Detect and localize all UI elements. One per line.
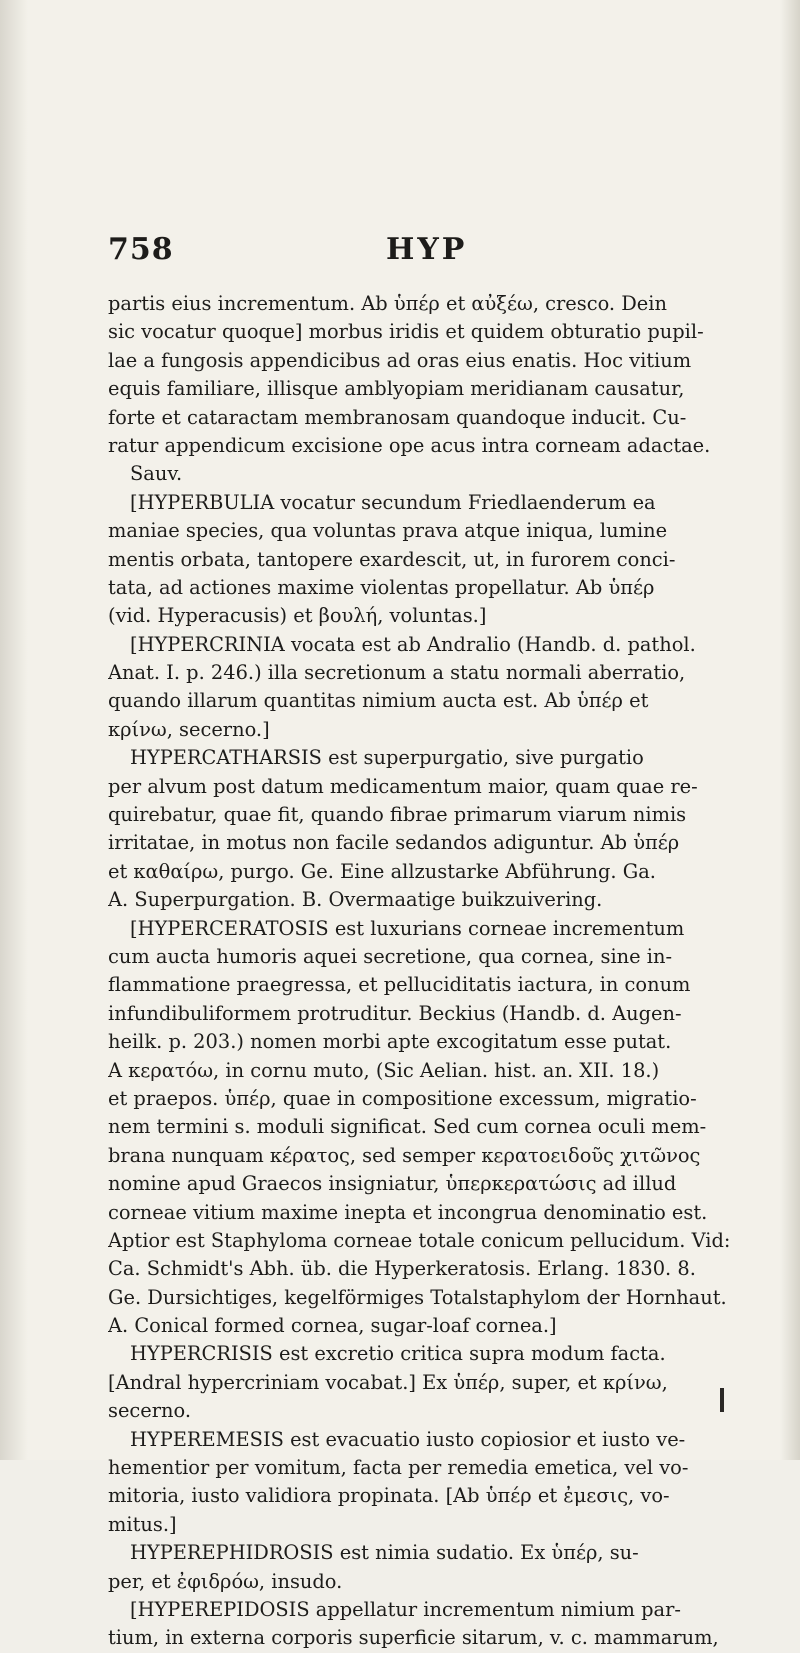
text-line: irritatae, in motus non facile sedandos adiguntur. Ab ὑπέρ bbox=[108, 831, 680, 855]
text-line: per, et ἐφιδρόω, insudo. bbox=[108, 1569, 343, 1593]
page-number: 758 bbox=[108, 232, 174, 267]
text-line: Ca. Schmidt's Abh. üb. die Hyperkeratosis. Erlang. 1830. 8. bbox=[108, 1257, 696, 1281]
text-line: Aptior est Staphyloma corneae totale conicum pellucidum. Vid: bbox=[108, 1228, 731, 1252]
text-line: et praepos. ὑπέρ, quae in compositione excessum, migratio- bbox=[108, 1086, 697, 1110]
entry-hypercatharsis: HYPERCATHARSIS est superpurgatio, sive purgatio bbox=[130, 746, 644, 770]
text-line: A κερατόω, in cornu muto, (Sic Aelian. hist. an. XII. 18.) bbox=[108, 1058, 660, 1082]
page-header bbox=[108, 232, 748, 282]
text-line: equis familiare, illisque amblyopiam meridianam causatur, bbox=[108, 377, 685, 401]
text-line: et καθαίρω, purgo. Ge. Eine allzustarke Abführung. Ga. bbox=[108, 859, 656, 883]
text-line: brana nunquam κέρατος, sed semper κερατοειδοῦς χιτῶνος bbox=[108, 1143, 701, 1167]
entry-hypercrinia: [HYPERCRINIA vocata est ab Andralio (Handb. d. pathol. bbox=[130, 632, 696, 656]
entry-hypercrisis: HYPERCRISIS est excretio critica supra modum facta. bbox=[130, 1342, 666, 1366]
text-line: quirebatur, quae fit, quando fibrae primarum viarum nimis bbox=[108, 803, 687, 827]
entry-hyperceratosis: [HYPERCERATOSIS est luxurians corneae incrementum bbox=[130, 916, 685, 940]
text-line: nem termini s. moduli significat. Sed cum cornea oculi mem- bbox=[108, 1115, 707, 1139]
text-line: mitoria, iusto validiora propinata. [Ab ὑπέρ et ἐμεσις, vo- bbox=[108, 1484, 670, 1508]
entry-hyperepidosis: [HYPEREPIDOSIS appellatur incrementum nimium par- bbox=[130, 1597, 681, 1621]
text-line: mentis orbata, tantopere exardescit, ut, in furorem conci- bbox=[108, 547, 676, 571]
running-head: HYP bbox=[386, 232, 468, 267]
dictionary-text bbox=[108, 290, 780, 1653]
text-line: A. Superpurgation. B. Overmaatige buikzuivering. bbox=[108, 888, 603, 912]
text-line: Anat. I. p. 246.) illa secretionum a statu normali aberratio, bbox=[108, 661, 686, 685]
text-line: Sauv. bbox=[130, 462, 183, 486]
text-line: mitus.] bbox=[108, 1512, 177, 1536]
text-line: lae a fungosis appendicibus ad oras eius enatis. Hoc vitium bbox=[108, 348, 692, 372]
entry-hyperemesis: HYPEREMESIS est evacuatio iusto copiosior et iusto ve- bbox=[130, 1427, 686, 1451]
text-line: tium, in externa corporis superficie sitarum, v. c. mammarum, bbox=[108, 1626, 719, 1650]
text-line: heilk. p. 203.) nomen morbi apte excogitatum esse putat. bbox=[108, 1030, 672, 1054]
text-line: per alvum post datum medicamentum maior, quam quae re- bbox=[108, 774, 698, 798]
text-line: forte et cataractam membranosam quandoque inducit. Cu- bbox=[108, 405, 687, 429]
text-line: κρίνω, secerno.] bbox=[108, 717, 270, 741]
text-line: [Andral hypercriniam vocabat.] Ex ὑπέρ, super, et κρίνω, bbox=[108, 1370, 668, 1394]
page-edge-shadow bbox=[780, 0, 800, 1460]
text-line: quando illarum quantitas nimium aucta est. Ab ὑπέρ et bbox=[108, 689, 649, 713]
text-line: (vid. Hyperacusis) et βουλή, voluntas.] bbox=[108, 604, 487, 628]
text-line: Ge. Dursichtiges, kegelförmiges Totalstaphylom der Hornhaut. bbox=[108, 1285, 727, 1309]
text-line: cum aucta humoris aquei secretione, qua cornea, sine in- bbox=[108, 944, 673, 968]
text-line: secerno. bbox=[108, 1399, 192, 1423]
text-line: partis eius incrementum. Ab ὑπέρ et αὐξέω, cresco. Dein bbox=[108, 292, 667, 315]
text-line: nomine apud Graecos insigniatur, ὑπερκερατώσις ad illud bbox=[108, 1172, 677, 1196]
text-line: flammatione praegressa, et pelluciditatis iactura, in conum bbox=[108, 973, 691, 997]
text-line: A. Conical formed cornea, sugar-loaf cornea.] bbox=[108, 1314, 557, 1338]
text-line: sic vocatur quoque] morbus iridis et quidem obturatio pupil- bbox=[108, 320, 704, 344]
text-line: corneae vitium maxime inepta et incongrua denominatio est. bbox=[108, 1200, 708, 1224]
text-line: hementior per vomitum, facta per remedia emetica, vel vo- bbox=[108, 1456, 689, 1480]
entry-hyperbulia: [HYPERBULIA vocatur secundum Friedlaenderum ea bbox=[130, 490, 656, 514]
text-line: maniae species, qua voluntas prava atque iniqua, lumine bbox=[108, 519, 668, 543]
text-line: infundibuliformem protruditur. Beckius (Handb. d. Augen- bbox=[108, 1001, 682, 1025]
entry-hyperephidrosis: HYPEREPHIDROSIS est nimia sudatio. Ex ὑπέρ, su- bbox=[130, 1541, 639, 1565]
print-mark bbox=[720, 1388, 724, 1412]
text-line: tata, ad actiones maxime violentas propellatur. Ab ὑπέρ bbox=[108, 575, 655, 599]
text-line: ratur appendicum excisione ope acus intra corneam adactae. bbox=[108, 433, 711, 457]
page-gutter-shadow bbox=[0, 0, 28, 1460]
